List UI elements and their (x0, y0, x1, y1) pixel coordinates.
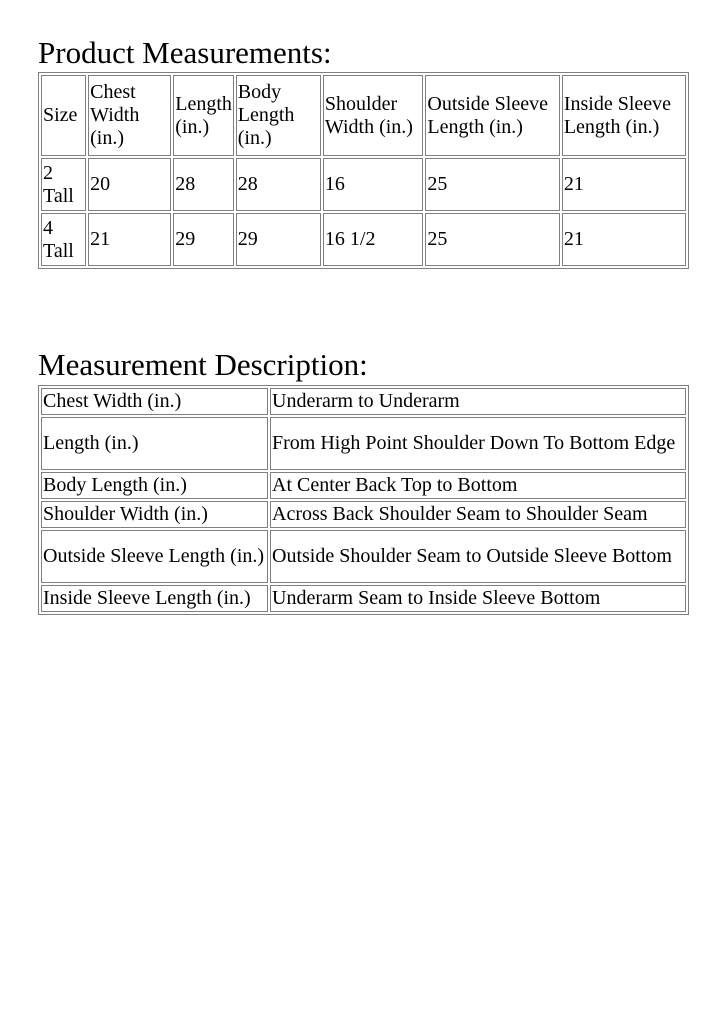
product-measurements-table (38, 72, 689, 269)
description-text: Outside Shoulder Seam to Outside Sleeve Bottom (270, 530, 686, 583)
header-chest-width: Chest Width (in.) (88, 75, 171, 156)
description-term: Shoulder Width (in.) (41, 501, 268, 528)
cell-chest-width: 20 (88, 158, 171, 211)
description-term: Outside Sleeve Length (in.) (41, 530, 268, 583)
header-size: Size (41, 75, 86, 156)
measurement-description-table (38, 385, 689, 615)
description-term: Body Length (in.) (41, 472, 268, 499)
cell-size: 2 Tall (41, 158, 86, 211)
cell-outside-sleeve-length: 25 (425, 213, 559, 266)
table-row (41, 472, 686, 499)
cell-length: 29 (173, 213, 234, 266)
cell-chest-width: 21 (88, 213, 171, 266)
description-text: Underarm to Underarm (270, 388, 686, 415)
table-row (41, 501, 686, 528)
description-term: Chest Width (in.) (41, 388, 268, 415)
cell-shoulder-width: 16 1/2 (323, 213, 424, 266)
description-text: From High Point Shoulder Down To Bottom Edge (270, 417, 686, 470)
table-row (41, 158, 686, 211)
description-text: Across Back Shoulder Seam to Shoulder Seam (270, 501, 686, 528)
header-length: Length (in.) (173, 75, 234, 156)
description-term: Inside Sleeve Length (in.) (41, 585, 268, 612)
cell-size: 4 Tall (41, 213, 86, 266)
table-row (41, 417, 686, 470)
cell-body-length: 28 (236, 158, 321, 211)
measurement-description-title: Measurement Description: (38, 347, 368, 382)
header-outside-sleeve-length: Outside Sleeve Length (in.) (425, 75, 559, 156)
header-inside-sleeve-length: Inside Sleeve Length (in.) (562, 75, 686, 156)
table-row (41, 530, 686, 583)
cell-outside-sleeve-length: 25 (425, 158, 559, 211)
description-text: Underarm Seam to Inside Sleeve Bottom (270, 585, 686, 612)
table-row (41, 585, 686, 612)
header-shoulder-width: Shoulder Width (in.) (323, 75, 424, 156)
cell-length: 28 (173, 158, 234, 211)
cell-inside-sleeve-length: 21 (562, 213, 686, 266)
product-measurements-title: Product Measurements: (38, 35, 332, 70)
table-row (41, 388, 686, 415)
table-header-row (41, 75, 686, 156)
cell-shoulder-width: 16 (323, 158, 424, 211)
cell-body-length: 29 (236, 213, 321, 266)
table-row (41, 213, 686, 266)
description-text: At Center Back Top to Bottom (270, 472, 686, 499)
description-term: Length (in.) (41, 417, 268, 470)
header-body-length: Body Length (in.) (236, 75, 321, 156)
cell-inside-sleeve-length: 21 (562, 158, 686, 211)
